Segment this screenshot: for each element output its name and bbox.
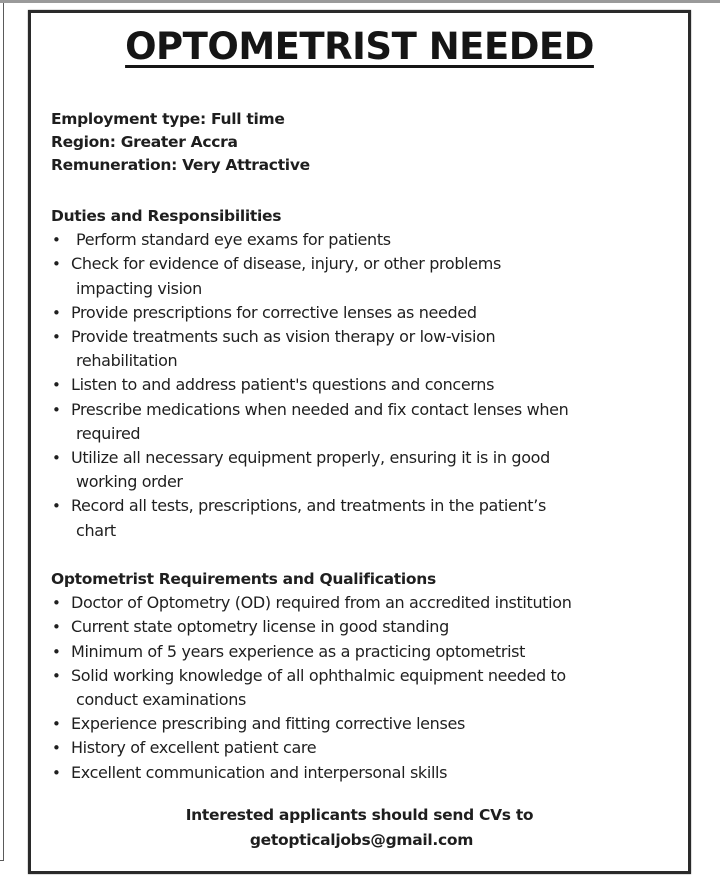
contact-block xyxy=(31,803,688,853)
duty-text: Record all tests, prescriptions, and treatments in the patient’s xyxy=(71,496,546,516)
region: Region: Greater Accra xyxy=(51,133,238,151)
employment-type: Employment type: Full time xyxy=(51,110,285,128)
adjacent-column-corner xyxy=(0,860,4,861)
duty-item xyxy=(45,325,678,373)
advert-title: OPTOMETRIST NEEDED xyxy=(125,25,594,68)
contact-instruction: Interested applicants should send CVs to xyxy=(185,806,534,824)
requirement-text-continued: conduct examinations xyxy=(76,690,246,710)
duty-item xyxy=(45,301,678,325)
duty-text: Utilize all necessary equipment properly, ensuring it is in good xyxy=(71,448,550,468)
requirement-item xyxy=(45,591,678,615)
duty-item xyxy=(45,373,678,397)
adjacent-column-edge xyxy=(0,3,4,861)
duty-text-continued: working order xyxy=(76,472,183,492)
requirement-item xyxy=(45,664,678,712)
remuneration: Remuneration: Very Attractive xyxy=(51,156,310,174)
duty-text-continued: required xyxy=(76,423,141,443)
duty-item xyxy=(45,252,678,300)
requirement-item xyxy=(45,615,678,639)
job-details xyxy=(51,108,310,177)
requirement-text: Minimum of 5 years experience as a practicing optometrist xyxy=(71,641,526,661)
duty-item xyxy=(45,494,678,542)
duty-text-continued: chart xyxy=(76,520,116,540)
duty-text-continued: rehabilitation xyxy=(76,351,178,371)
duty-item xyxy=(45,398,678,446)
duty-text: Listen to and address patient's questions and concerns xyxy=(71,375,495,395)
requirement-text: Doctor of Optometry (OD) required from an accredited institution xyxy=(71,593,572,613)
requirement-text: Solid working knowledge of all ophthalmic equipment needed to xyxy=(71,665,566,685)
duty-text: Check for evidence of disease, injury, or other problems xyxy=(71,254,501,274)
duty-item xyxy=(45,446,678,494)
requirement-text: Current state optometry license in good standing xyxy=(71,617,449,637)
requirement-item xyxy=(45,736,678,760)
requirements-section xyxy=(45,567,678,785)
requirements-heading: Optometrist Requirements and Qualifications xyxy=(51,570,436,588)
duty-text: Perform standard eye exams for patients xyxy=(76,230,391,250)
requirements-list xyxy=(45,591,678,785)
top-rule xyxy=(0,0,720,3)
requirement-text: History of excellent patient care xyxy=(71,738,317,758)
requirement-item xyxy=(45,712,678,736)
duty-text: Provide treatments such as vision therapy or low-vision xyxy=(71,327,496,347)
duty-item xyxy=(45,228,678,252)
duty-text: Prescribe medications when needed and fix contact lenses when xyxy=(71,399,569,419)
requirement-text: Excellent communication and interpersonal skills xyxy=(71,762,448,782)
requirement-text: Experience prescribing and fitting corrective lenses xyxy=(71,714,465,734)
duties-heading: Duties and Responsibilities xyxy=(51,207,282,225)
duties-section xyxy=(45,204,678,543)
requirement-item xyxy=(45,640,678,664)
duty-text-continued: impacting vision xyxy=(76,278,202,298)
contact-email[interactable]: getopticaljobs@gmail.com xyxy=(249,831,474,849)
duties-list xyxy=(45,228,678,543)
job-advert xyxy=(28,10,691,874)
requirement-item xyxy=(45,761,678,785)
duty-text: Provide prescriptions for corrective lenses as needed xyxy=(71,302,477,322)
